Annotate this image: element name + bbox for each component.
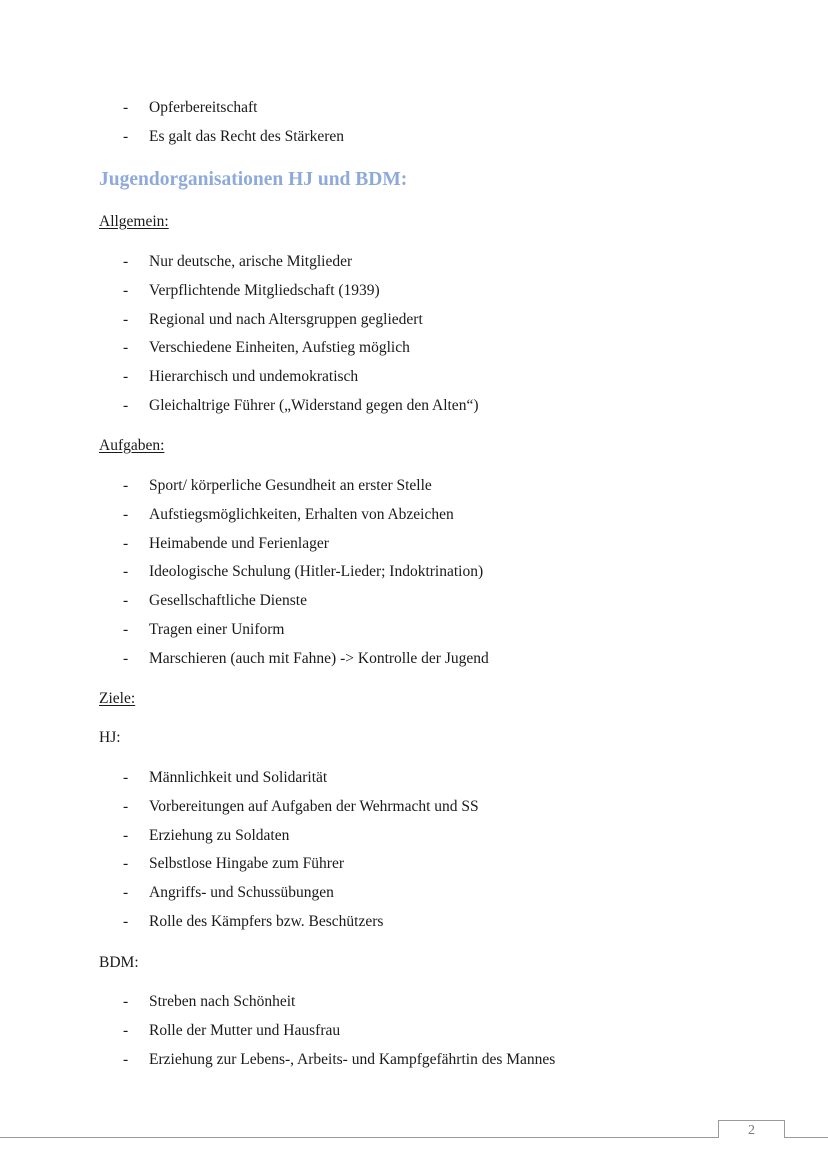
list-item-text: Streben nach Schönheit — [149, 993, 296, 1010]
list-item-text: Heimabende und Ferienlager — [149, 534, 329, 552]
list-dash: - — [123, 1021, 129, 1039]
list-item-text: Nur deutsche, arische Mitglieder — [149, 253, 353, 270]
allgemein-label: Allgemein: — [99, 213, 169, 230]
list-item-text: Hierarchisch und undemokratisch — [149, 368, 359, 386]
list-dash: - — [123, 769, 129, 786]
list-item-text: Angriffs- und Schussübungen — [149, 884, 334, 902]
list-dash: - — [123, 912, 129, 930]
aufgaben-label: Aufgaben: — [99, 437, 165, 454]
list-item-text: Aufstiegsmöglichkeiten, Erhalten von Abzeichen — [149, 505, 454, 523]
bdm-label: BDM: — [99, 954, 139, 971]
list-dash: - — [123, 884, 129, 902]
section-heading: Jugendorganisationen HJ und BDM: — [99, 169, 408, 190]
list-item-text: Opferbereitschaft — [149, 99, 258, 116]
list-item-text: Vorbereitungen auf Aufgaben der Wehrmacht und SS — [149, 797, 479, 815]
list-item-text: Es galt das Recht des Stärkeren — [149, 127, 344, 145]
list-dash: - — [123, 396, 129, 414]
list-dash: - — [123, 826, 129, 844]
list-item-text: Ideologische Schulung (Hitler-Lieder; Indoktrination) — [149, 563, 484, 581]
list-dash: - — [123, 127, 129, 145]
list-item-text: Verschiedene Einheiten, Aufstieg möglich — [149, 339, 410, 357]
list-item-text: Tragen einer Uniform — [149, 620, 285, 638]
list-dash: - — [123, 253, 129, 270]
list-dash: - — [123, 563, 129, 581]
list-item-text: Marschieren (auch mit Fahne) -> Kontrolle der Jugend — [149, 649, 489, 667]
list-dash: - — [123, 534, 129, 552]
footer-rule — [0, 1137, 718, 1138]
list-dash: - — [123, 99, 129, 116]
list-item-text: Selbstlose Hingabe zum Führer — [149, 855, 345, 873]
list-dash: - — [123, 797, 129, 815]
list-item-text: Männlichkeit und Solidarität — [149, 769, 328, 786]
list-item-text: Gesellschaftliche Dienste — [149, 592, 307, 610]
list-dash: - — [123, 368, 129, 386]
list-item-text: Sport/ körperliche Gesundheit an erster Stelle — [149, 477, 432, 494]
list-item-text: Gleichaltrige Führer („Widerstand gegen den Alten“) — [149, 396, 479, 414]
list-dash: - — [123, 505, 129, 523]
ziele-label: Ziele: — [99, 690, 136, 707]
list-item-text: Rolle der Mutter und Hausfrau — [149, 1021, 341, 1039]
list-item-text: Erziehung zu Soldaten — [149, 826, 290, 844]
list-item-text: Regional und nach Altersgruppen gegliedert — [149, 310, 423, 328]
list-dash: - — [123, 477, 129, 494]
list-item-text: Erziehung zur Lebens-, Arbeits- und Kampfgefährtin des Mannes — [149, 1050, 556, 1068]
hj-label: HJ: — [99, 729, 121, 746]
footer-rule — [784, 1137, 828, 1138]
list-item-text: Verpflichtende Mitgliedschaft (1939) — [149, 281, 380, 299]
list-dash: - — [123, 339, 129, 357]
list-dash: - — [123, 310, 129, 328]
list-dash: - — [123, 649, 129, 667]
list-dash: - — [123, 1050, 129, 1068]
list-dash: - — [123, 855, 129, 873]
list-dash: - — [123, 620, 129, 638]
list-dash: - — [123, 592, 129, 610]
list-dash: - — [123, 993, 129, 1010]
page-number: 2 — [748, 1123, 755, 1138]
list-dash: - — [123, 281, 129, 299]
list-item-text: Rolle des Kämpfers bzw. Beschützers — [149, 912, 384, 930]
